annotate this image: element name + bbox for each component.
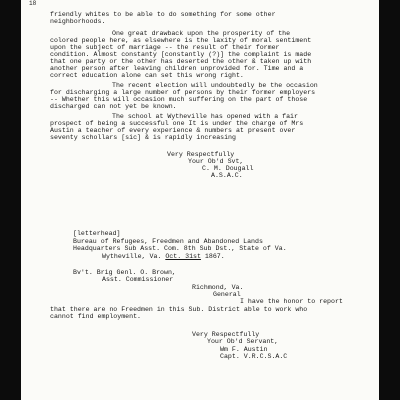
signature-title: Capt. V.R.C.S.A.C bbox=[220, 353, 288, 360]
report-line: neighborhoods. bbox=[50, 18, 106, 25]
letter-body: cannot find employment. bbox=[50, 313, 142, 320]
letter-dateline bbox=[102, 253, 225, 260]
letter-salutation: General bbox=[213, 291, 241, 298]
letter-year: 1867. bbox=[204, 253, 225, 260]
report-line: another person after leaving children unprovided for. Time and a bbox=[50, 65, 304, 72]
report-line: colored people here, as elsewhere is the laxity of moral sentiment bbox=[50, 37, 312, 44]
report-line: Austin a teacher of every experience & numbers at present over bbox=[50, 127, 296, 134]
addressee-name: Bv't. Brig Genl. O. Brown, bbox=[73, 269, 176, 276]
addressee-city: Richmond, Va. bbox=[192, 284, 244, 291]
signature-closing: Very Respectfully bbox=[167, 151, 235, 158]
letter-body: that there are no Freedmen in this Sub. District able to work who bbox=[50, 306, 308, 313]
letter-body: I have the honor to report bbox=[240, 298, 343, 305]
report-line: correct education alone can set this wrong right. bbox=[50, 72, 244, 79]
signature-title: A.S.A.C. bbox=[211, 172, 243, 179]
signature-servant: Your Ob'd Svt, bbox=[188, 158, 244, 165]
page-number: 18 bbox=[29, 0, 37, 7]
signature-name: Wm F. Austin bbox=[220, 346, 268, 353]
signature-servant: Your Ob'd Servant, bbox=[207, 338, 279, 345]
report-line: The school at Wytheville has opened with a fair bbox=[112, 113, 298, 120]
report-line: One great drawback upon the prosperity of the bbox=[112, 30, 291, 37]
report-line: upon the subject of marriage -- the result of their former bbox=[50, 44, 280, 51]
report-line: The recent election will undoubtedly be the occasion bbox=[112, 82, 318, 89]
document-page bbox=[21, 0, 379, 400]
letterhead-headquarters: Headquarters Sub Asst. Com. 8th Sub Dst., State of Va. bbox=[73, 245, 287, 252]
report-line: -- Whether this will occasion much suffering on the part of those bbox=[50, 96, 308, 103]
report-line: friendly whites to be able to do something for some other bbox=[50, 11, 276, 18]
addressee-title: Asst. Commissioner bbox=[102, 276, 174, 283]
letterhead-tag: [letterhead] bbox=[73, 230, 121, 237]
letterhead-bureau: Bureau of Refugees, Freedmen and Abandoned Lands bbox=[73, 238, 263, 245]
letter-date: Oct. 31st bbox=[165, 253, 201, 260]
report-line: seventy schollars [sic] & is rapidly increasing bbox=[50, 134, 236, 141]
report-line: that one party or the other has deserted the other & taken up with bbox=[50, 58, 312, 65]
signature-name: C. M. Dougall bbox=[202, 165, 254, 172]
letter-place: Wytheville, Va. bbox=[102, 253, 162, 260]
report-line: discharged can not yet be known. bbox=[50, 103, 177, 110]
report-line: for discharging a large number of persons by their former employers bbox=[50, 89, 316, 96]
report-line: condition. Almost constanty [constantly (?)] the complaint is made bbox=[50, 51, 312, 58]
signature-closing: Very Respectfully bbox=[192, 331, 260, 338]
report-line: prospect of being a successful one It is under the charge of Mrs bbox=[50, 120, 304, 127]
